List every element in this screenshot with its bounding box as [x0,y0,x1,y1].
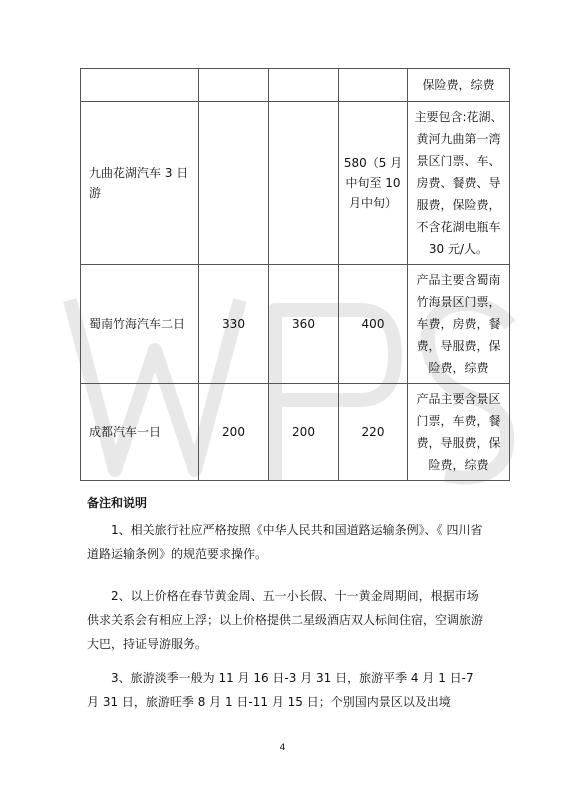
note-cell: 产品主要含蜀南竹海景区门票，车费，房费，餐费，导服费，保险费，综费 [408,265,510,384]
route-name: 九曲花湖汽车 3 日游 [81,102,199,265]
note-cell: 保险费，综费 [408,69,510,102]
price-cell: 220 [339,384,408,481]
note-paragraph: 2、以上价格在春节黄金周、五一小长假、十一黄金周期间，根据市场供求关系会有相应上浮；以上价格提供二星级酒店双人标间住宿，空调旅游大巴，持证导游服务。 [87,589,484,651]
table-row [81,69,510,102]
table-row [81,265,510,384]
price-cell: 580（5 月中旬至 10 月中旬） [339,102,408,265]
price-table [80,68,510,481]
price-cell [199,102,269,265]
price-cell: 200 [269,384,339,481]
price-cell: 330 [199,265,269,384]
route-name: 成都汽车一日 [81,384,199,481]
notes-title: 备注和说明 [87,496,148,510]
table-row [81,102,510,265]
price-cell [269,102,339,265]
note-paragraph: 3、旅游淡季一般为 11 月 16 日-3 月 31 日，旅游平季 4 月 1 日-7 月 31 日，旅游旺季 8 月 1 日-11 月 15 日；个别国内景区以及出境 [87,671,474,709]
price-cell: 400 [339,265,408,384]
price-cell: 360 [269,265,339,384]
note-cell: 产品主要含景区门票，车费，餐费，导服费，保险费，综费 [408,384,510,481]
note-paragraph: 1、相关旅行社应严格按照《中华人民共和国道路运输条例》、《 四川省道路运输条例》的规范要求操作。 [87,523,483,561]
page-number: 4 [279,743,286,753]
price-cell [339,69,408,102]
price-cell: 200 [199,384,269,481]
price-cell [199,69,269,102]
price-cell [269,69,339,102]
route-name [81,69,199,102]
route-name: 蜀南竹海汽车二日 [81,265,199,384]
note-cell: 主要包含:花湖、黄河九曲第一湾景区门票、车、房费、餐费、导服费，保险费，不含花湖电瓶车 30 元/人。 [408,102,510,265]
table-row [81,384,510,481]
